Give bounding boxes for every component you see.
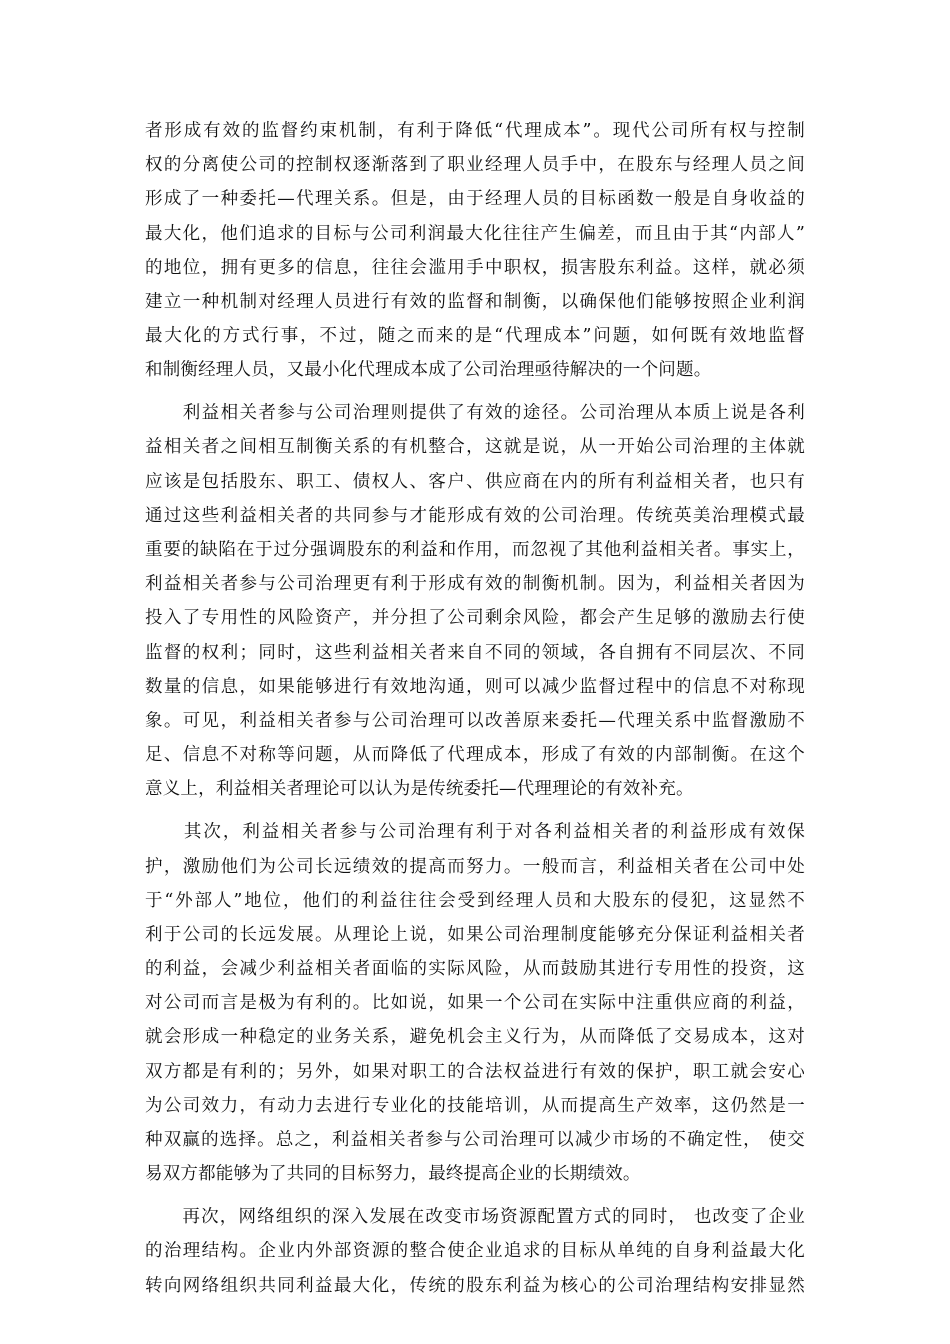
text-line: 足、信息不对称等问题，从而降低了代理成本，形成了有效的内部制衡。在这个 [145,745,805,766]
text-line: 再次，网络组织的深入发展在改变市场资源配置方式的同时， 也改变了企业 [145,1207,805,1228]
text-line: 的治理结构。企业内外部资源的整合使企业追求的目标从单纯的自身利益最大化 [145,1241,805,1262]
text-line: 者形成有效的监督约束机制，有利于降低“代理成本”。现代公司所有权与控制 [145,121,805,141]
text-line: 其次，利益相关者参与公司治理有利于对各利益相关者的利益形成有效保 [145,822,805,843]
text-line: 重要的缺陷在于过分强调股东的利益和作用，而忽视了其他利益相关者。事实上， [145,540,805,561]
text-line: 的地位，拥有更多的信息，往往会滥用手中职权，损害股东利益。这样，就必须 [145,257,805,278]
text-line: 投入了专用性的风险资产，并分担了公司剩余风险，都会产生足够的激励去行使 [145,608,805,629]
text-line: 象。可见，利益相关者参与公司治理可以改善原来委托—代理关系中监督激励不 [145,710,805,731]
text-line: 利于公司的长远发展。从理论上说，如果公司治理制度能够充分保证利益相关者 [145,924,805,945]
text-line: 为公司效力，有动力去进行专业化的技能培训，从而提高生产效率，这仍然是一 [145,1095,805,1116]
text-line: 通过这些利益相关者的共同参与才能形成有效的公司治理。传统英美治理模式最 [145,505,805,526]
text-line: 的利益，会减少利益相关者面临的实际风险，从而鼓励其进行专用性的投资，这 [145,959,805,980]
text-line: 和制衡经理人员，又最小化代理成本成了公司治理亟待解决的一个问题。 [145,360,712,381]
text-line: 利益相关者参与公司治理更有利于形成有效的制衡机制。因为，利益相关者因为 [145,574,805,595]
text-line: 数量的信息，如果能够进行有效地沟通，则可以减少监督过程中的信息不对称现 [145,676,805,697]
text-line: 转向网络组织共同利益最大化，传统的股东利益为核心的公司治理结构安排显然 [145,1275,805,1296]
text-line: 形成了一种委托—代理关系。但是，由于经理人员的目标函数一般是自身收益的 [145,189,805,210]
document-page [145,114,805,1312]
text-line: 最大化的方式行事，不过，随之而来的是“代理成本”问题，如何既有效地监督 [145,326,805,347]
text-line: 双方都是有利的；另外，如果对职工的合法权益进行有效的保护，职工就会安心 [145,1061,805,1082]
text-line: 利益相关者参与公司治理则提供了有效的途径。公司治理从本质上说是各利 [145,403,805,424]
paragraph-4 [145,1200,805,1303]
paragraph-1 [145,114,805,388]
text-line: 监督的权利；同时，这些利益相关者来自不同的领域，各自拥有不同层次、不同 [145,642,805,663]
text-line: 护，激励他们为公司长远绩效的提高而努力。一般而言，利益相关者在公司中处 [145,856,805,877]
text-line: 种双赢的选择。总之，利益相关者参与公司治理可以减少市场的不确定性， 使交 [145,1130,805,1151]
text-line: 意义上，利益相关者理论可以认为是传统委托—代理理论的有效补充。 [145,779,694,800]
paragraph-2 [145,396,805,806]
text-line: 益相关者之间相互制衡关系的有机整合，这就是说，从一开始公司治理的主体就 [145,437,805,458]
text-line: 对公司而言是极为有利的。比如说，如果一个公司在实际中注重供应商的利益， [145,993,805,1014]
text-line: 权的分离使公司的控制权逐渐落到了职业经理人员手中，在股东与经理人员之间 [145,155,805,176]
text-line: 易双方都能够为了共同的目标努力，最终提高企业的长期绩效。 [145,1164,641,1185]
text-line: 于“外部人”地位，他们的利益往往会受到经理人员和大股东的侵犯，这显然不 [145,890,805,911]
text-line: 建立一种机制对经理人员进行有效的监督和制衡，以确保他们能够按照企业利润 [145,291,805,312]
text-line: 应该是包括股东、职工、债权人、客户、供应商在内的所有利益相关者，也只有 [145,471,805,492]
text-line: 最大化，他们追求的目标与公司利润最大化往往产生偏差，而且由于其“内部人” [145,223,805,244]
text-line: 就会形成一种稳定的业务关系，避免机会主义行为，从而降低了交易成本，这对 [145,1027,805,1048]
paragraph-3 [145,815,805,1191]
